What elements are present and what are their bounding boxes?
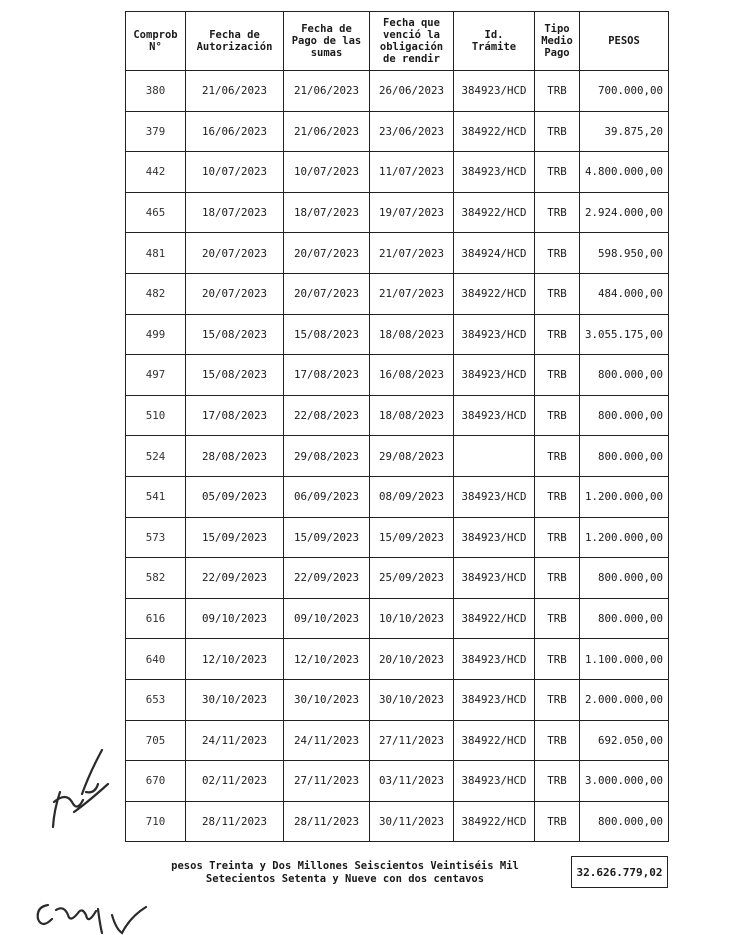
table-row (126, 273, 669, 314)
amount-words-line-2: Setecientos Setenta y Nueve con dos centavos (205, 873, 485, 885)
cell-pesos: 1.200.000,00 (580, 476, 669, 517)
table-row (126, 436, 669, 477)
cell-pesos: 800.000,00 (580, 598, 669, 639)
cell-tipo-medio-pago: TRB (535, 233, 580, 274)
header-tipo-medio-pago: Tipo Medio Pago (535, 12, 580, 71)
cell-pesos: 800.000,00 (580, 436, 669, 477)
cell-id-tramite: 384922/HCD (454, 598, 535, 639)
total-amount: 32.626.779,02 (571, 856, 668, 888)
cell-id-tramite: 384923/HCD (454, 558, 535, 599)
header-fecha-autorizacion: Fecha de Autorización (186, 12, 284, 71)
cell-tipo-medio-pago: TRB (535, 192, 580, 233)
cell-fecha-autorizacion: 17/08/2023 (186, 395, 284, 436)
cell-fecha-pago: 21/06/2023 (284, 111, 370, 152)
cell-fecha-autorizacion: 10/07/2023 (186, 152, 284, 193)
cell-fecha-pago: 12/10/2023 (284, 639, 370, 680)
cell-id-tramite: 384922/HCD (454, 111, 535, 152)
cell-tipo-medio-pago: TRB (535, 517, 580, 558)
cell-tipo-medio-pago: TRB (535, 761, 580, 802)
cell-fecha-pago: 27/11/2023 (284, 761, 370, 802)
cell-pesos: 800.000,00 (580, 355, 669, 396)
cell-fecha-pago: 06/09/2023 (284, 476, 370, 517)
cell-fecha-vencimiento: 18/08/2023 (370, 314, 454, 355)
cell-comprob: 640 (126, 639, 186, 680)
cell-tipo-medio-pago: TRB (535, 355, 580, 396)
cell-id-tramite: 384922/HCD (454, 801, 535, 842)
cell-id-tramite: 384923/HCD (454, 517, 535, 558)
table-row (126, 558, 669, 599)
cell-comprob: 616 (126, 598, 186, 639)
table-row (126, 71, 669, 112)
cell-fecha-pago: 22/09/2023 (284, 558, 370, 599)
cell-fecha-vencimiento: 21/07/2023 (370, 233, 454, 274)
cell-fecha-pago: 29/08/2023 (284, 436, 370, 477)
cell-pesos: 800.000,00 (580, 558, 669, 599)
cell-fecha-autorizacion: 12/10/2023 (186, 639, 284, 680)
cell-fecha-vencimiento: 19/07/2023 (370, 192, 454, 233)
cell-fecha-autorizacion: 20/07/2023 (186, 273, 284, 314)
cell-fecha-vencimiento: 15/09/2023 (370, 517, 454, 558)
cell-comprob: 482 (126, 273, 186, 314)
table-row (126, 761, 669, 802)
cell-comprob: 379 (126, 111, 186, 152)
cell-fecha-autorizacion: 24/11/2023 (186, 720, 284, 761)
payments-table (125, 11, 669, 842)
cell-fecha-vencimiento: 08/09/2023 (370, 476, 454, 517)
table-row (126, 801, 669, 842)
cell-fecha-pago: 09/10/2023 (284, 598, 370, 639)
cell-fecha-pago: 22/08/2023 (284, 395, 370, 436)
cell-tipo-medio-pago: TRB (535, 476, 580, 517)
cell-pesos: 3.055.175,00 (580, 314, 669, 355)
cell-fecha-vencimiento: 26/06/2023 (370, 71, 454, 112)
cell-pesos: 1.200.000,00 (580, 517, 669, 558)
header-comprob: Comprob N° (126, 12, 186, 71)
cell-fecha-autorizacion: 21/06/2023 (186, 71, 284, 112)
cell-pesos: 598.950,00 (580, 233, 669, 274)
cell-id-tramite: 384923/HCD (454, 355, 535, 396)
cell-fecha-autorizacion: 30/10/2023 (186, 679, 284, 720)
cell-id-tramite: 384923/HCD (454, 152, 535, 193)
cell-tipo-medio-pago: TRB (535, 558, 580, 599)
cell-pesos: 800.000,00 (580, 395, 669, 436)
cell-pesos: 800.000,00 (580, 801, 669, 842)
cell-pesos: 700.000,00 (580, 71, 669, 112)
cell-fecha-autorizacion: 22/09/2023 (186, 558, 284, 599)
header-fecha-vencimiento: Fecha que venció la obligación de rendir (370, 12, 454, 71)
cell-tipo-medio-pago: TRB (535, 598, 580, 639)
table-header-row (126, 12, 669, 71)
cell-tipo-medio-pago: TRB (535, 314, 580, 355)
cell-fecha-autorizacion: 05/09/2023 (186, 476, 284, 517)
cell-tipo-medio-pago: TRB (535, 395, 580, 436)
cell-tipo-medio-pago: TRB (535, 639, 580, 680)
cell-fecha-autorizacion: 09/10/2023 (186, 598, 284, 639)
cell-fecha-pago: 15/08/2023 (284, 314, 370, 355)
cell-tipo-medio-pago: TRB (535, 801, 580, 842)
table-row (126, 192, 669, 233)
cell-id-tramite: 384923/HCD (454, 679, 535, 720)
cell-fecha-vencimiento: 29/08/2023 (370, 436, 454, 477)
cell-fecha-vencimiento: 30/10/2023 (370, 679, 454, 720)
cell-fecha-autorizacion: 15/08/2023 (186, 314, 284, 355)
signature-initials-icon (28, 885, 178, 935)
cell-comprob: 510 (126, 395, 186, 436)
cell-tipo-medio-pago: TRB (535, 436, 580, 477)
cell-comprob: 442 (126, 152, 186, 193)
cell-pesos: 2.000.000,00 (580, 679, 669, 720)
cell-fecha-vencimiento: 16/08/2023 (370, 355, 454, 396)
cell-fecha-autorizacion: 20/07/2023 (186, 233, 284, 274)
cell-tipo-medio-pago: TRB (535, 111, 580, 152)
cell-id-tramite: 384923/HCD (454, 314, 535, 355)
cell-pesos: 692.050,00 (580, 720, 669, 761)
cell-fecha-vencimiento: 25/09/2023 (370, 558, 454, 599)
cell-fecha-autorizacion: 28/08/2023 (186, 436, 284, 477)
cell-id-tramite: 384923/HCD (454, 71, 535, 112)
amount-words-line-1: pesos Treinta y Dos Millones Seiscientos Veintiséis Mil (171, 860, 519, 872)
cell-id-tramite: 384922/HCD (454, 720, 535, 761)
header-id-tramite: Id. Trámite (454, 12, 535, 71)
cell-fecha-vencimiento: 10/10/2023 (370, 598, 454, 639)
handwritten-signature-icon (40, 732, 120, 832)
table-row (126, 111, 669, 152)
cell-fecha-pago: 24/11/2023 (284, 720, 370, 761)
cell-fecha-pago: 21/06/2023 (284, 71, 370, 112)
cell-fecha-autorizacion: 28/11/2023 (186, 801, 284, 842)
cell-tipo-medio-pago: TRB (535, 720, 580, 761)
header-pesos: PESOS (580, 12, 669, 71)
cell-tipo-medio-pago: TRB (535, 152, 580, 193)
cell-fecha-vencimiento: 27/11/2023 (370, 720, 454, 761)
cell-fecha-pago: 30/10/2023 (284, 679, 370, 720)
cell-fecha-pago: 20/07/2023 (284, 273, 370, 314)
table-row (126, 233, 669, 274)
cell-id-tramite: 384923/HCD (454, 639, 535, 680)
cell-fecha-pago: 20/07/2023 (284, 233, 370, 274)
cell-comprob: 380 (126, 71, 186, 112)
cell-pesos: 4.800.000,00 (580, 152, 669, 193)
cell-comprob: 524 (126, 436, 186, 477)
cell-id-tramite (454, 436, 535, 477)
cell-fecha-pago: 17/08/2023 (284, 355, 370, 396)
cell-comprob: 573 (126, 517, 186, 558)
cell-comprob: 705 (126, 720, 186, 761)
cell-tipo-medio-pago: TRB (535, 273, 580, 314)
cell-fecha-autorizacion: 15/08/2023 (186, 355, 284, 396)
cell-pesos: 2.924.000,00 (580, 192, 669, 233)
cell-tipo-medio-pago: TRB (535, 679, 580, 720)
cell-comprob: 582 (126, 558, 186, 599)
cell-pesos: 39.875,20 (580, 111, 669, 152)
cell-comprob: 710 (126, 801, 186, 842)
cell-comprob: 497 (126, 355, 186, 396)
table-row (126, 679, 669, 720)
cell-fecha-pago: 18/07/2023 (284, 192, 370, 233)
cell-fecha-vencimiento: 21/07/2023 (370, 273, 454, 314)
cell-fecha-vencimiento: 30/11/2023 (370, 801, 454, 842)
cell-fecha-vencimiento: 03/11/2023 (370, 761, 454, 802)
cell-pesos: 1.100.000,00 (580, 639, 669, 680)
cell-fecha-vencimiento: 18/08/2023 (370, 395, 454, 436)
table-row (126, 517, 669, 558)
cell-comprob: 465 (126, 192, 186, 233)
table-row (126, 720, 669, 761)
cell-comprob: 653 (126, 679, 186, 720)
cell-id-tramite: 384923/HCD (454, 395, 535, 436)
cell-fecha-vencimiento: 20/10/2023 (370, 639, 454, 680)
table-row (126, 355, 669, 396)
table-row (126, 152, 669, 193)
cell-fecha-autorizacion: 02/11/2023 (186, 761, 284, 802)
cell-id-tramite: 384922/HCD (454, 192, 535, 233)
table-row (126, 476, 669, 517)
cell-comprob: 541 (126, 476, 186, 517)
cell-id-tramite: 384922/HCD (454, 273, 535, 314)
cell-pesos: 3.000.000,00 (580, 761, 669, 802)
cell-id-tramite: 384923/HCD (454, 761, 535, 802)
cell-comprob: 481 (126, 233, 186, 274)
cell-fecha-autorizacion: 16/06/2023 (186, 111, 284, 152)
table-row (126, 395, 669, 436)
cell-comprob: 499 (126, 314, 186, 355)
table-row (126, 598, 669, 639)
cell-fecha-vencimiento: 11/07/2023 (370, 152, 454, 193)
cell-fecha-autorizacion: 18/07/2023 (186, 192, 284, 233)
cell-fecha-pago: 10/07/2023 (284, 152, 370, 193)
cell-id-tramite: 384924/HCD (454, 233, 535, 274)
table-row (126, 639, 669, 680)
cell-id-tramite: 384923/HCD (454, 476, 535, 517)
cell-fecha-autorizacion: 15/09/2023 (186, 517, 284, 558)
cell-fecha-pago: 15/09/2023 (284, 517, 370, 558)
table-row (126, 314, 669, 355)
amount-in-words (125, 860, 565, 886)
cell-tipo-medio-pago: TRB (535, 71, 580, 112)
cell-fecha-vencimiento: 23/06/2023 (370, 111, 454, 152)
cell-pesos: 484.000,00 (580, 273, 669, 314)
cell-comprob: 670 (126, 761, 186, 802)
cell-fecha-pago: 28/11/2023 (284, 801, 370, 842)
header-fecha-pago: Fecha de Pago de las sumas (284, 12, 370, 71)
